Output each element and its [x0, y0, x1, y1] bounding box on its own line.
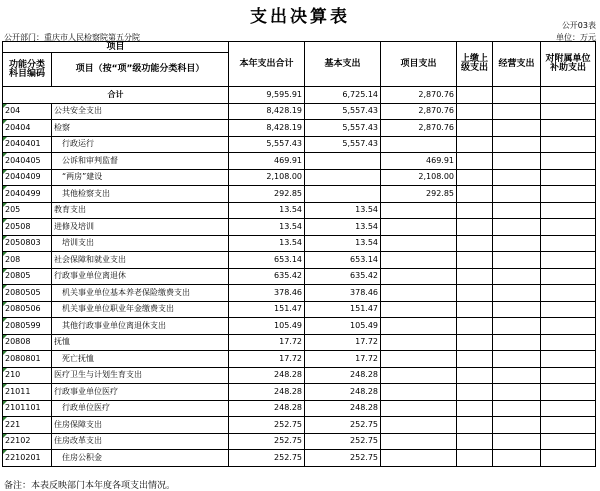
basic-cell: 248.28 — [305, 367, 381, 384]
basic-cell: 13.54 — [305, 202, 381, 219]
operating-cell — [493, 169, 541, 186]
basic-cell: 378.46 — [305, 285, 381, 302]
total-cell: 13.54 — [229, 202, 305, 219]
item-name-cell: 住房公积金 — [52, 450, 229, 467]
basic-cell: 17.72 — [305, 351, 381, 368]
unit-label: 单位：万元 — [556, 33, 596, 42]
affiliated-cell — [541, 219, 596, 236]
basic-cell: 5,557.43 — [305, 120, 381, 137]
func-code-cell: 210 — [3, 367, 52, 384]
item-name-cell: 死亡抚恤 — [52, 351, 229, 368]
table-row — [3, 285, 596, 302]
upper-sub-cell — [457, 136, 493, 153]
table-row — [3, 268, 596, 285]
total-cell: 248.28 — [229, 384, 305, 401]
item-name-cell: 培训支出 — [52, 235, 229, 252]
project-exp-cell — [381, 367, 457, 384]
table-row — [3, 384, 596, 401]
project-header: 项目 — [3, 42, 229, 53]
project-exp-cell: 2,108.00 — [381, 169, 457, 186]
operating-cell — [493, 367, 541, 384]
affiliated-cell — [541, 318, 596, 335]
operating-cell — [493, 153, 541, 170]
operating-cell — [493, 433, 541, 450]
upper-sub-cell — [457, 268, 493, 285]
item-name-cell: 住房保障支出 — [52, 417, 229, 434]
upper-sub-cell — [457, 169, 493, 186]
operating-cell — [493, 186, 541, 203]
total-cell: 13.54 — [229, 219, 305, 236]
upper-sub-cell — [457, 186, 493, 203]
operating-cell — [493, 202, 541, 219]
total-cell: 635.42 — [229, 268, 305, 285]
item-name-cell: 机关事业单位职业年金缴费支出 — [52, 301, 229, 318]
item-name-cell: 其他行政事业单位离退休支出 — [52, 318, 229, 335]
operating-cell — [493, 351, 541, 368]
func-code-header: 功能分类科目编码 — [3, 53, 52, 87]
table-row — [3, 219, 596, 236]
total-row — [3, 87, 596, 104]
table-row — [3, 318, 596, 335]
table-row — [3, 235, 596, 252]
basic-cell: 17.72 — [305, 334, 381, 351]
item-name-cell: 教育支出 — [52, 202, 229, 219]
total-cell: 8,428.19 — [229, 120, 305, 137]
table-row — [3, 169, 596, 186]
affiliated-cell — [541, 285, 596, 302]
operating-cell — [493, 285, 541, 302]
total-cell: 13.54 — [229, 235, 305, 252]
project-exp-cell — [381, 268, 457, 285]
affiliated-cell — [541, 103, 596, 120]
total-cell: 292.85 — [229, 186, 305, 203]
affiliated-cell — [541, 169, 596, 186]
item-name-cell: 行政事业单位医疗 — [52, 384, 229, 401]
basic-cell: 5,557.43 — [305, 103, 381, 120]
basic-cell: 252.75 — [305, 417, 381, 434]
func-code-cell: 22102 — [3, 433, 52, 450]
item-name-cell: 检察 — [52, 120, 229, 137]
operating-cell — [493, 417, 541, 434]
footnote: 备注：本表反映部门本年度各项支出情况。 — [4, 481, 176, 491]
func-code-cell: 21011 — [3, 384, 52, 401]
basic-cell: 252.75 — [305, 450, 381, 467]
upper-sub-cell — [457, 351, 493, 368]
table-row — [3, 400, 596, 417]
upper-sub-cell — [457, 301, 493, 318]
total-cell: 252.75 — [229, 433, 305, 450]
total-cell: 248.28 — [229, 367, 305, 384]
func-code-cell: 20404 — [3, 120, 52, 137]
affiliated-cell — [541, 433, 596, 450]
affiliated-cell — [541, 186, 596, 203]
func-code-cell: 2040409 — [3, 169, 52, 186]
operating-cell — [493, 268, 541, 285]
basic-cell: 252.75 — [305, 433, 381, 450]
operating-cell — [493, 450, 541, 467]
operating-cell — [493, 384, 541, 401]
upper-sub-cell — [457, 219, 493, 236]
expenditure-table — [2, 41, 596, 467]
upper-sub-cell — [457, 450, 493, 467]
func-code-cell: 2210201 — [3, 450, 52, 467]
affiliated-cell — [541, 268, 596, 285]
basic-cell: 248.28 — [305, 400, 381, 417]
upper-sub-cell — [457, 400, 493, 417]
func-code-cell: 2040499 — [3, 186, 52, 203]
operating-header: 经营支出 — [493, 42, 541, 87]
operating-cell — [493, 334, 541, 351]
affiliated-cell — [541, 235, 596, 252]
total-cell: 248.28 — [229, 400, 305, 417]
basic-cell — [305, 153, 381, 170]
upper-sub-cell — [457, 318, 493, 335]
affiliated-cell — [541, 136, 596, 153]
project-exp-cell — [381, 318, 457, 335]
project-exp-cell — [381, 235, 457, 252]
affiliated-cell — [541, 334, 596, 351]
total-label: 合计 — [3, 87, 229, 104]
total-basic: 6,725.14 — [305, 87, 381, 104]
operating-cell — [493, 400, 541, 417]
table-row — [3, 301, 596, 318]
upper-sub-header: 上缴上级支出 — [457, 42, 493, 87]
item-name-header: 项目（按“项”级功能分类科目） — [52, 53, 229, 87]
affiliated-header: 对附属单位补助支出 — [541, 42, 596, 87]
table-row — [3, 103, 596, 120]
basic-cell: 248.28 — [305, 384, 381, 401]
affiliated-cell — [541, 202, 596, 219]
operating-cell — [493, 103, 541, 120]
upper-sub-cell — [457, 103, 493, 120]
total-total: 9,595.91 — [229, 87, 305, 104]
table-row — [3, 417, 596, 434]
upper-sub-cell — [457, 334, 493, 351]
item-name-cell: 住房改革支出 — [52, 433, 229, 450]
operating-cell — [493, 120, 541, 137]
item-name-cell: “两房”建设 — [52, 169, 229, 186]
func-code-cell: 20805 — [3, 268, 52, 285]
func-code-cell: 205 — [3, 202, 52, 219]
affiliated-cell — [541, 351, 596, 368]
total-header: 本年支出合计 — [229, 42, 305, 87]
table-row — [3, 433, 596, 450]
project-exp-cell: 469.91 — [381, 153, 457, 170]
project-exp-cell — [381, 285, 457, 302]
project-exp-cell: 2,870.76 — [381, 103, 457, 120]
total-project-exp: 2,870.76 — [381, 87, 457, 104]
total-cell: 151.47 — [229, 301, 305, 318]
func-code-cell: 2080599 — [3, 318, 52, 335]
affiliated-cell — [541, 120, 596, 137]
basic-cell: 5,557.43 — [305, 136, 381, 153]
total-cell: 17.72 — [229, 351, 305, 368]
project-exp-cell — [381, 136, 457, 153]
project-exp-cell — [381, 252, 457, 269]
table-row — [3, 136, 596, 153]
affiliated-cell — [541, 301, 596, 318]
upper-sub-cell — [457, 384, 493, 401]
project-exp-cell — [381, 384, 457, 401]
upper-sub-cell — [457, 235, 493, 252]
project-exp-cell — [381, 219, 457, 236]
table-row — [3, 186, 596, 203]
total-cell: 2,108.00 — [229, 169, 305, 186]
basic-cell — [305, 169, 381, 186]
project-exp-cell — [381, 417, 457, 434]
item-name-cell: 进修及培训 — [52, 219, 229, 236]
func-code-cell: 2080505 — [3, 285, 52, 302]
project-exp-cell — [381, 433, 457, 450]
project-exp-cell — [381, 450, 457, 467]
basic-cell: 653.14 — [305, 252, 381, 269]
item-name-cell: 社会保障和就业支出 — [52, 252, 229, 269]
project-exp-cell: 292.85 — [381, 186, 457, 203]
item-name-cell: 行政运行 — [52, 136, 229, 153]
affiliated-cell — [541, 153, 596, 170]
basic-cell: 105.49 — [305, 318, 381, 335]
affiliated-cell — [541, 400, 596, 417]
func-code-cell: 2040401 — [3, 136, 52, 153]
affiliated-cell — [541, 450, 596, 467]
upper-sub-cell — [457, 153, 493, 170]
upper-sub-cell — [457, 252, 493, 269]
project-exp-cell — [381, 351, 457, 368]
func-code-cell: 2080801 — [3, 351, 52, 368]
func-code-cell: 2080506 — [3, 301, 52, 318]
basic-cell — [305, 186, 381, 203]
operating-cell — [493, 219, 541, 236]
item-name-cell: 抚恤 — [52, 334, 229, 351]
table-row — [3, 153, 596, 170]
project-exp-cell — [381, 301, 457, 318]
table-row — [3, 450, 596, 467]
operating-cell — [493, 318, 541, 335]
upper-sub-cell — [457, 202, 493, 219]
affiliated-cell — [541, 384, 596, 401]
item-name-cell: 机关事业单位基本养老保险缴费支出 — [52, 285, 229, 302]
item-name-cell: 医疗卫生与计划生育支出 — [52, 367, 229, 384]
affiliated-cell — [541, 367, 596, 384]
upper-sub-cell — [457, 417, 493, 434]
total-cell: 17.72 — [229, 334, 305, 351]
total-cell: 105.49 — [229, 318, 305, 335]
upper-sub-cell — [457, 285, 493, 302]
upper-sub-cell — [457, 367, 493, 384]
table-row — [3, 252, 596, 269]
func-code-cell: 221 — [3, 417, 52, 434]
func-code-cell: 2040405 — [3, 153, 52, 170]
table-row — [3, 367, 596, 384]
page-title: 支出决算表 — [250, 7, 350, 27]
project-exp-cell — [381, 202, 457, 219]
func-code-cell: 20808 — [3, 334, 52, 351]
total-cell: 653.14 — [229, 252, 305, 269]
basic-header: 基本支出 — [305, 42, 381, 87]
func-code-cell: 20508 — [3, 219, 52, 236]
project-exp-header: 项目支出 — [381, 42, 457, 87]
project-exp-cell — [381, 400, 457, 417]
item-name-cell: 其他检察支出 — [52, 186, 229, 203]
total-cell: 252.75 — [229, 417, 305, 434]
project-exp-cell — [381, 334, 457, 351]
total-cell: 252.75 — [229, 450, 305, 467]
affiliated-cell — [541, 252, 596, 269]
basic-cell: 13.54 — [305, 219, 381, 236]
upper-sub-cell — [457, 120, 493, 137]
basic-cell: 151.47 — [305, 301, 381, 318]
total-cell: 5,557.43 — [229, 136, 305, 153]
affiliated-cell — [541, 417, 596, 434]
total-cell: 378.46 — [229, 285, 305, 302]
func-code-cell: 204 — [3, 103, 52, 120]
form-number: 公开03表 — [561, 21, 596, 30]
table-row — [3, 334, 596, 351]
project-exp-cell: 2,870.76 — [381, 120, 457, 137]
table-row — [3, 202, 596, 219]
total-cell: 469.91 — [229, 153, 305, 170]
operating-cell — [493, 235, 541, 252]
department-label: 公开部门：重庆市人民检察院第五分院 — [4, 33, 140, 42]
func-code-cell: 2050803 — [3, 235, 52, 252]
basic-cell: 635.42 — [305, 268, 381, 285]
item-name-cell: 公共安全支出 — [52, 103, 229, 120]
table-row — [3, 120, 596, 137]
func-code-cell: 208 — [3, 252, 52, 269]
total-cell: 8,428.19 — [229, 103, 305, 120]
operating-cell — [493, 136, 541, 153]
basic-cell: 13.54 — [305, 235, 381, 252]
item-name-cell: 行政事业单位离退休 — [52, 268, 229, 285]
operating-cell — [493, 301, 541, 318]
func-code-cell: 2101101 — [3, 400, 52, 417]
item-name-cell: 公诉和审判监督 — [52, 153, 229, 170]
table-row — [3, 351, 596, 368]
upper-sub-cell — [457, 433, 493, 450]
item-name-cell: 行政单位医疗 — [52, 400, 229, 417]
operating-cell — [493, 252, 541, 269]
